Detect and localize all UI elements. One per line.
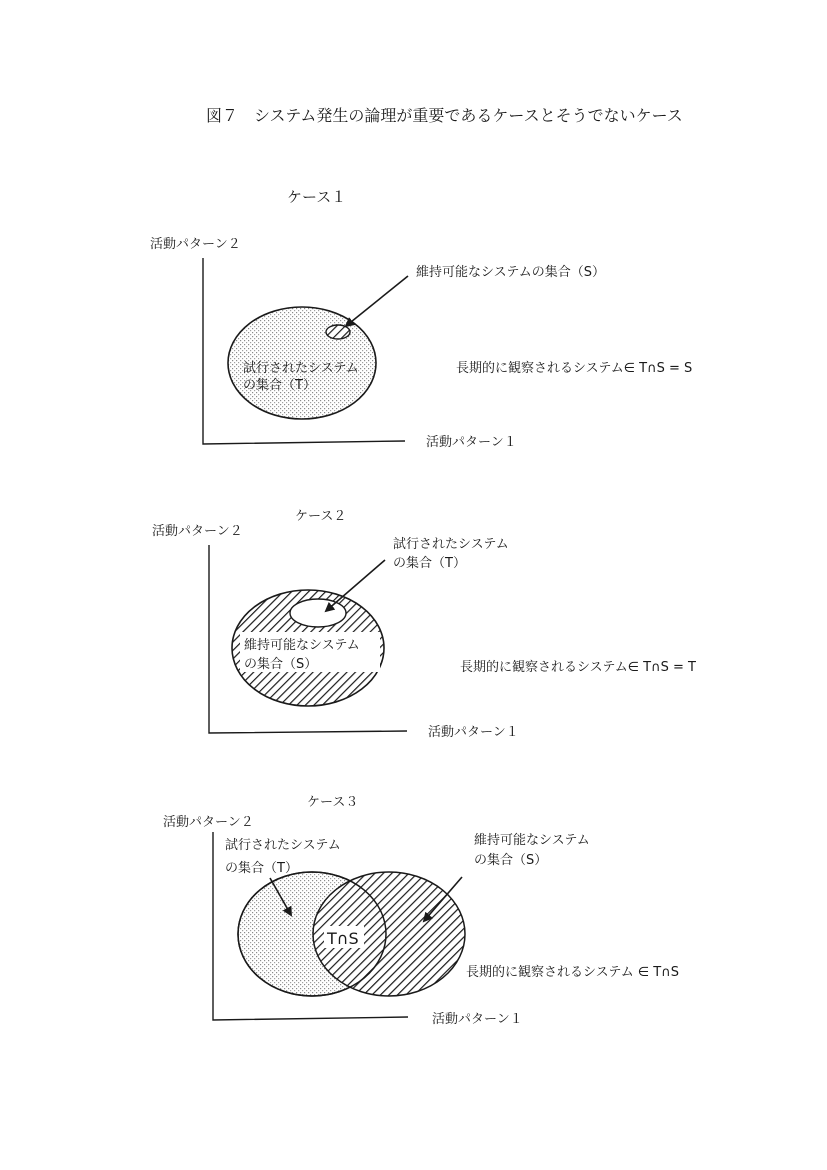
case-1-relation: 長期的に観察されるシステム∈ T∩S = S [456,361,693,376]
set-t-ellipse [290,599,346,627]
set-t-label-line2: の集合（T） [225,861,298,876]
case-2-heading: ケース２ [295,509,347,524]
case-3-heading: ケース３ [307,795,359,810]
case-2-relation: 長期的に観察されるシステム∈ T∩S = T [460,660,696,675]
case-1-y-axis-label: 活動パターン２ [150,237,241,252]
case-3-relation: 長期的に観察されるシステム ∈ T∩S [466,965,679,980]
case-1-heading: ケース１ [287,188,347,206]
case-2-x-axis-label: 活動パターン１ [428,725,519,740]
case-1-diagram [150,188,692,450]
figure-title: 図７ システム発生の論理が重要であるケースとそうでないケース [206,106,683,125]
set-t-label-line1: 試行されたシステム [225,838,341,853]
case-1-x-axis-label: 活動パターン１ [426,435,517,450]
set-t-label-line1: 試行されたシステム [243,361,359,376]
case-3-y-axis-label: 活動パターン２ [163,815,254,830]
case-2-y-axis-label: 活動パターン２ [152,524,243,539]
case-2-diagram [152,509,696,740]
case-3-diagram [163,795,679,1027]
set-t-label-line2: の集合（T） [243,378,316,393]
set-s-label-line1: 維持可能なシステム [474,833,590,848]
case-1-pointer-arrow [346,276,408,326]
case-3-x-axis-label: 活動パターン１ [432,1012,523,1027]
set-s-ellipse [326,325,350,339]
set-s-label-line2: の集合（S） [474,853,548,868]
set-s-label-line2: の集合（S） [244,657,318,672]
set-t-label-line1: 試行されたシステム [393,537,509,552]
set-s-label-line1: 維持可能なシステム [244,638,360,653]
set-t-label-line2: の集合（T） [393,556,466,571]
set-s-label: 維持可能なシステムの集合（S） [416,265,605,280]
intersection-label: T∩S [327,929,359,948]
